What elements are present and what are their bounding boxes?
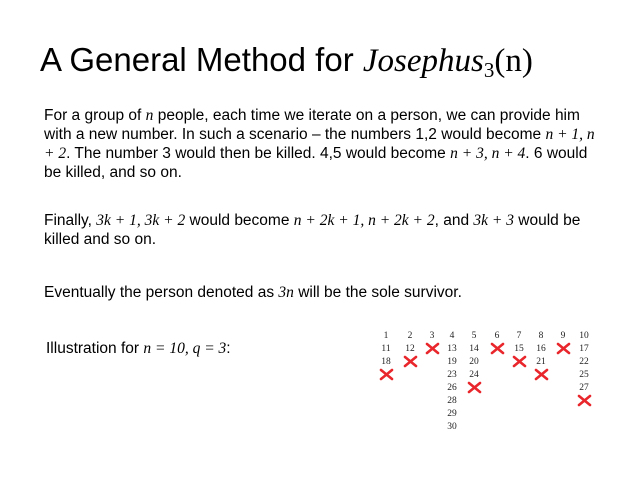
p1-text-3: . The number 3 would then be killed. 4,5 would become (66, 145, 451, 162)
grid-number: 1 (383, 331, 389, 341)
grid-number: 11 (381, 344, 391, 354)
grid-number: 30 (447, 422, 457, 432)
grid-number: 24 (469, 370, 479, 380)
grid-number: 13 (447, 344, 457, 354)
grid-number: 27 (579, 383, 589, 393)
grid-number: 28 (447, 396, 457, 406)
elimination-cross-icon (467, 381, 482, 394)
p1-text-4: . 6 would be killed, and so on. (44, 145, 588, 181)
grid-number: 2 (407, 331, 413, 341)
paragraph-survivor (44, 283, 604, 302)
grid-number: 8 (538, 331, 544, 341)
grid-number: 16 (536, 344, 546, 354)
p1-text-2: people, each time we iterate on a person, we can provide him with a new number. In such a scenario – the numbers 1,2 would become (44, 107, 580, 143)
illustration-caption (46, 339, 346, 358)
p2-text-4: would be killed and so on. (44, 212, 581, 248)
grid-number: 12 (405, 344, 415, 354)
grid-number: 10 (579, 331, 589, 341)
p1-math-3: n + 3, n + 4 (450, 145, 526, 162)
elimination-cross-icon (534, 368, 549, 381)
slide-title (40, 40, 630, 90)
elimination-cross-icon (512, 355, 527, 368)
grid-number: 26 (447, 383, 457, 393)
title-math-argument: (n) (494, 43, 533, 79)
p1-math-2: n + 1, n + 2 (44, 126, 595, 162)
grid-number: 23 (447, 370, 457, 380)
p3-text-1: Eventually the person denoted as (44, 284, 279, 301)
p1-text-1: For a group of (44, 107, 146, 124)
grid-number: 20 (469, 357, 479, 367)
grid-number: 19 (447, 357, 457, 367)
elimination-cross-icon (403, 355, 418, 368)
p2-text-3: , and (434, 212, 474, 229)
illustration-grid (370, 328, 620, 448)
grid-number: 21 (536, 357, 546, 367)
p3-math-1: 3n (278, 284, 294, 301)
grid-number: 22 (579, 357, 589, 367)
paragraph-general-step (44, 211, 604, 249)
grid-number: 29 (447, 409, 457, 419)
p3-text-2: will be the sole survivor. (293, 284, 462, 301)
grid-number: 6 (494, 331, 500, 341)
p4-text-1: Illustration for (46, 340, 144, 357)
grid-number: 15 (514, 344, 524, 354)
p2-math-2: n + 2k + 1, n + 2k + 2 (293, 212, 435, 229)
p1-math-1: n (145, 107, 154, 124)
elimination-cross-icon (556, 342, 571, 355)
p4-math-1: n = 10, q = 3 (143, 340, 227, 357)
p2-text-1: Finally, (44, 212, 97, 229)
grid-number: 5 (471, 331, 477, 341)
grid-number: 18 (381, 357, 391, 367)
title-math (362, 43, 533, 82)
elimination-cross-icon (425, 342, 440, 355)
grid-number: 7 (516, 331, 522, 341)
grid-number: 14 (469, 344, 479, 354)
elimination-cross-icon (577, 394, 592, 407)
title-math-name: Josephus (362, 43, 484, 79)
p4-text-2: : (226, 340, 231, 357)
grid-number: 3 (429, 331, 435, 341)
elimination-cross-icon (379, 368, 394, 381)
grid-number: 25 (579, 370, 589, 380)
p2-math-3: 3k + 3 (473, 212, 514, 229)
title-text: A General Method for (40, 41, 363, 78)
grid-number: 17 (579, 344, 589, 354)
grid-number: 4 (449, 331, 455, 341)
p2-text-2: would become (185, 212, 294, 229)
p2-math-1: 3k + 1, 3k + 2 (96, 212, 186, 229)
grid-number: 9 (560, 331, 566, 341)
paragraph-renumbering (44, 106, 604, 182)
elimination-cross-icon (490, 342, 505, 355)
title-math-subscript: 3 (483, 58, 495, 82)
